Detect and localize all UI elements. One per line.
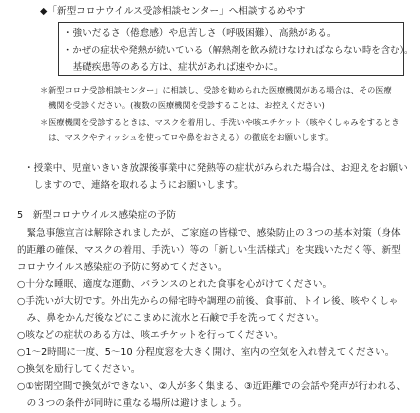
prevention-item: ○①密閉空間で換気ができない、②人が多く集まる、③近距離での会話や発声が行われる、 [17,381,407,392]
prevention-item: み、鼻をかんだ後などにこまめに流水と石鹸で手を洗ってください。 [17,313,325,324]
consultation-heading: ◆「新型コロナウイルス受診相談センター」へ相談するめやす [40,6,306,17]
prevention-item: ○咳などの症状のある方は、咳エチケットを行ってください。 [17,330,284,341]
note-line: 機関を受診ください。(複数の医療機関を受診することは、お控えください) [40,100,325,110]
section-heading: 5 新型コロナウイルス感染症の予防 [17,210,177,221]
intro-paragraph-line: 緊急事態宣言は解除されましたが、ご家庭の皆様で、感染防止の３つの基本対策（身体 [17,228,401,239]
prevention-item: ○十分な睡眠、適度な運動、バランスのとれた食事を心がけてください。 [17,279,333,290]
intro-paragraph-line: コロナウイルス感染症の予防に努めてください。 [17,262,228,273]
prevention-item: ○手洗いが大切です。外出先からの帰宅時や調理の前後、食事前、トイレ後、咳やくしゃ [17,296,399,307]
prevention-item: ○換気を励行してください。 [17,364,141,375]
after-school-notice: ・授業中、児童いきいき放課後事業中に発熱等の症状がみられた場合は、お迎えをお願い [24,163,408,174]
criteria-line: 基礎疾患等のある方は、症状があれば速やかに。 [63,62,284,73]
criteria-line: ・強いだるさ（倦怠感）や息苦しさ（呼吸困難）、高熱がある。 [63,28,337,39]
intro-paragraph-line: 的距離の確保、マスクの着用、手洗い）等の「新しい生活様式」を実践いただく等、新型 [17,245,401,256]
note-line: ＊新型コロナ受診相談センター」に相談し、受診を勧められた医療機関がある場合は、その医療 [40,85,392,95]
prevention-item: ○1～2時間に一度、5～10 分程度窓を大きく開け、室内の空気を入れ替えてください。 [17,347,395,358]
criteria-line: ・かぜの症状や発熱が続いている（解熱剤を飲み続けなければならない時を含む）。 [63,45,414,56]
after-school-notice: しますので、連絡を取れるようにお願いします。 [24,180,244,191]
note-line: は、マスクやティッシュを使ってロや鼻をおさえる）の徹底をお願いします。 [40,132,334,142]
prevention-item: の３つの条件が同時に重なる場所は避けましょう。 [17,398,248,409]
note-line: ＊医療機関を受診するときは、マスクを着用し、手洗いや咳エチケット（咳やくしゃみをするとき [40,117,400,127]
